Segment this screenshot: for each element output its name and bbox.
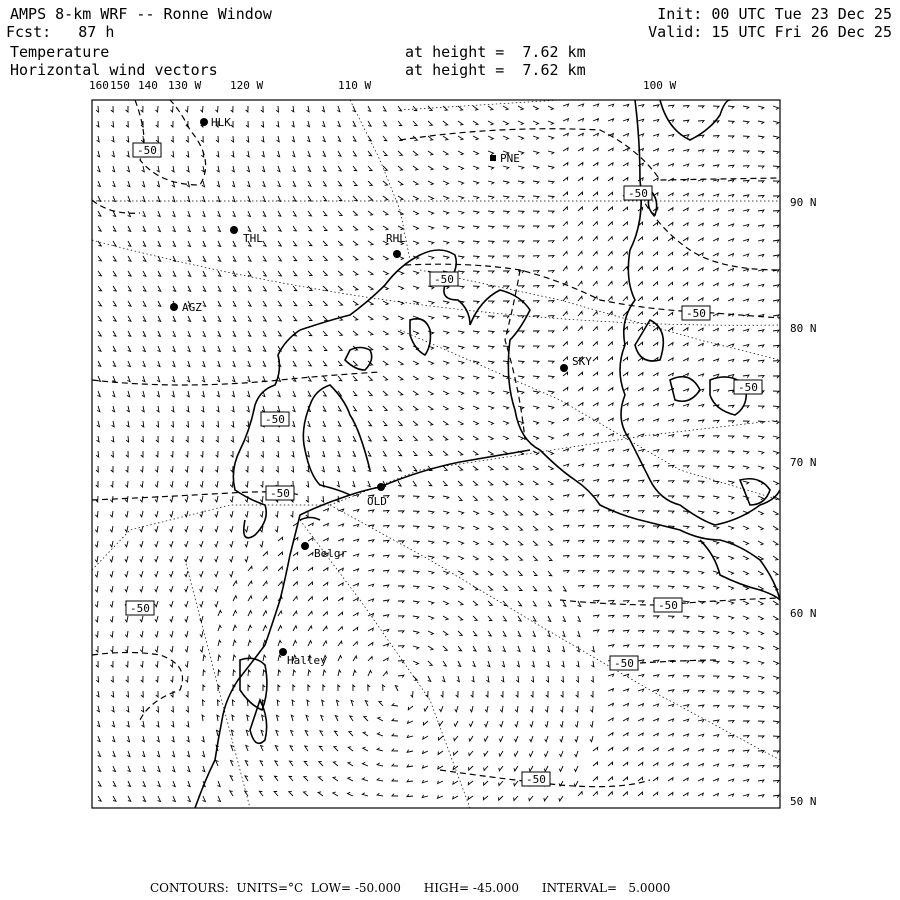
contour-label [734,380,762,394]
map-frame [92,100,780,808]
contour-label [126,601,154,615]
forecast-hour: Fcst: 87 h [6,23,115,41]
coastline [195,100,780,808]
svg-text:-50: -50 [526,773,546,786]
station-label-sky: SKY [572,355,592,368]
contour-label [266,486,294,500]
wind-barbs [95,104,779,802]
contour-label [610,656,638,670]
svg-text:-50: -50 [614,657,634,670]
contour-label [430,272,458,286]
lat-label-70: 70 N [790,456,817,469]
lon-label-100: 100 W [643,79,677,92]
lon-label-120: 120 W [230,79,264,92]
svg-text:-50: -50 [265,413,285,426]
lat-label-50: 50 N [790,795,817,808]
station-label-agz: AGZ [182,301,202,314]
lon-label-110: 110 W [338,79,372,92]
station-label-halley: Halley [287,654,327,667]
field2-level: at height = 7.62 km [405,61,586,79]
lat-label-80: 80 N [790,322,817,335]
contour-label [522,772,550,786]
contour-label [133,143,161,157]
contour-label [261,412,289,426]
station-label-thl: THL [243,232,263,245]
svg-text:-50: -50 [686,307,706,320]
field2-name: Horizontal wind vectors [10,61,218,79]
contour-label [682,306,710,320]
station-label-hlk: HLK [211,116,231,129]
map-title: AMPS 8-km WRF -- Ronne Window [10,5,272,23]
lat-label-90: 90 N [790,196,817,209]
contour-label [654,598,682,612]
field1-name: Temperature [10,43,110,61]
station-markers [170,118,568,656]
svg-text:-50: -50 [658,599,678,612]
svg-text:-50: -50 [130,602,150,615]
svg-text:-50: -50 [434,273,454,286]
svg-text:-50: -50 [628,187,648,200]
lat-label-60: 60 N [790,607,817,620]
temperature-contours [92,100,780,787]
station-label-old: OLD [367,495,387,508]
station-label-belgr: Belgr [314,547,348,560]
station-label-pne: PNE [500,152,520,165]
svg-text:-50: -50 [270,487,290,500]
contour-label [624,186,652,200]
lon-label-140: 140 [138,79,158,92]
station-label-rhl: RHL [386,232,406,245]
wind-vector-field [95,104,779,802]
init-time: Init: 00 UTC Tue 23 Dec 25 [657,5,892,23]
valid-time: Valid: 15 UTC Fri 26 Dec 25 [648,23,892,41]
lon-label-150: 150 [110,79,130,92]
svg-text:-50: -50 [738,381,758,394]
contour-info-footer: CONTOURS: UNITS=°C LOW= -50.000 HIGH= -45.000 INTERVAL= 5.0000 [150,881,671,895]
lon-label-160: 160 [89,79,109,92]
svg-text:-50: -50 [137,144,157,157]
lon-label-130: 130 W [168,79,202,92]
graticule [92,100,780,808]
field1-level: at height = 7.62 km [405,43,586,61]
